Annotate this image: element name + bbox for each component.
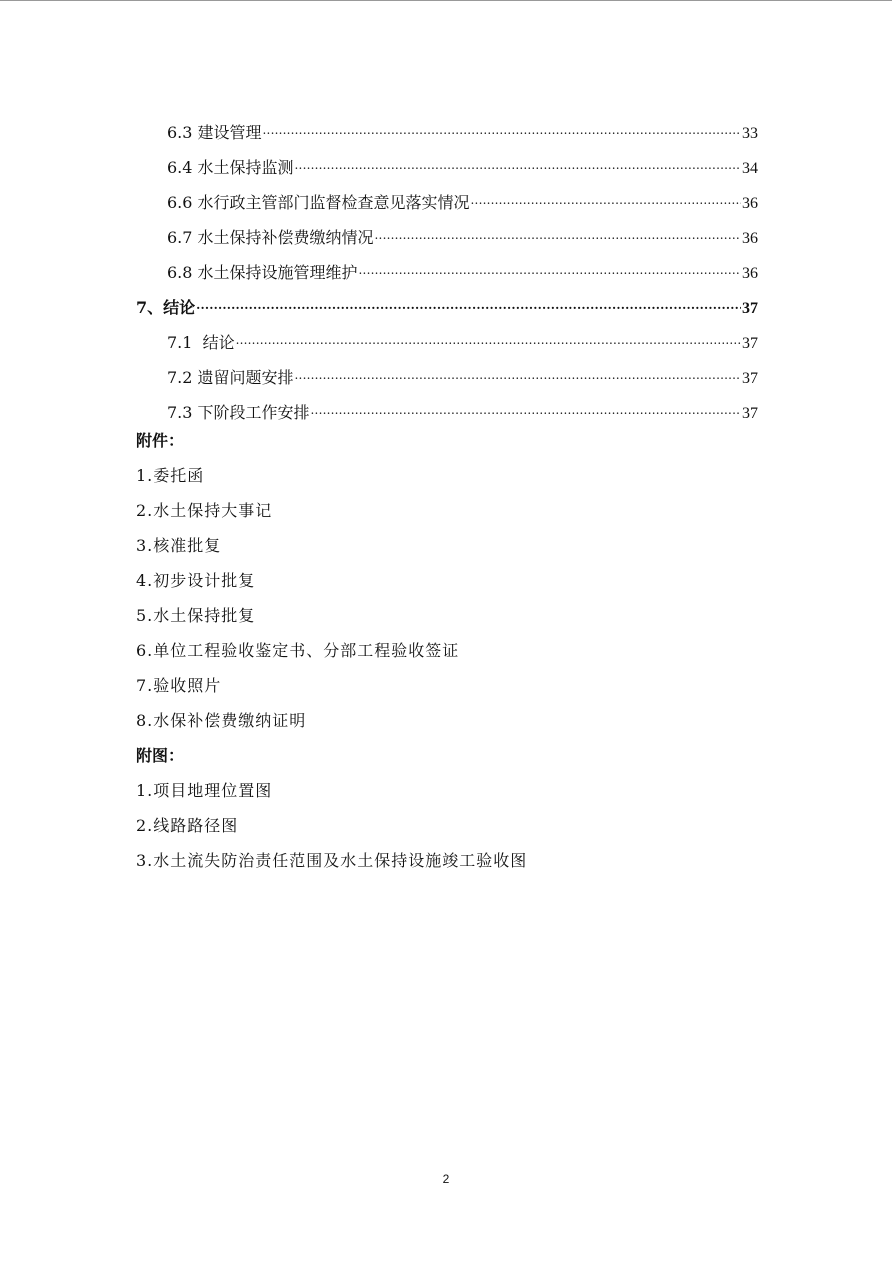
toc-dot-leader <box>236 324 741 348</box>
attachment-item: 7.验收照片 <box>136 676 222 695</box>
attachments-heading: 附件： <box>136 431 185 450</box>
toc-entry-title: 6.6 水行政主管部门监督检查意见落实情况 <box>167 193 470 212</box>
figure-item: 3.水土流失防治责任范围及水土保持设施竣工验收图 <box>136 851 528 870</box>
toc-entry-title: 7.3 下阶段工作安排 <box>167 403 310 422</box>
toc-entry-title: 7.1 结论 <box>167 333 235 352</box>
attachment-item: 6.单位工程验收鉴定书、分部工程验收签证 <box>136 641 460 660</box>
attachment-item: 1.委托函 <box>136 466 205 485</box>
toc-entry[interactable] <box>167 394 758 422</box>
toc-entry[interactable] <box>167 219 758 247</box>
toc-dot-leader <box>196 289 741 313</box>
toc-entry-title: 6.4 水土保持监测 <box>167 158 294 177</box>
toc-dot-leader <box>311 394 741 418</box>
figures-heading: 附图： <box>136 746 185 765</box>
toc-dot-leader <box>375 219 741 243</box>
toc-entry-page: 36 <box>742 265 758 282</box>
toc-dot-leader <box>359 254 741 278</box>
toc-entry-page: 34 <box>742 160 758 177</box>
toc-dot-leader <box>295 359 741 383</box>
figure-item: 1.项目地理位置图 <box>136 781 273 800</box>
toc-entry-page: 36 <box>742 230 758 247</box>
toc-entry[interactable] <box>167 324 758 352</box>
toc-entry-title: 6.7 水土保持补偿费缴纳情况 <box>167 228 374 247</box>
toc-entry[interactable] <box>167 359 758 387</box>
toc-entry-title: 6.8 水土保持设施管理维护 <box>167 263 358 282</box>
toc-entry-title: 6.3 建设管理 <box>167 123 262 142</box>
page-top-border <box>0 0 892 1</box>
attachment-item: 5.水土保持批复 <box>136 606 256 625</box>
toc-entry[interactable] <box>167 254 758 282</box>
attachment-item: 4.初步设计批复 <box>136 571 256 590</box>
toc-entry-title: 7.2 遗留问题安排 <box>167 368 294 387</box>
toc-entry-title: 7、结论 <box>136 298 196 317</box>
page-number: 2 <box>442 1172 450 1186</box>
toc-entry-page: 37 <box>742 335 758 352</box>
toc-entry[interactable] <box>167 149 758 177</box>
attachment-item: 3.核准批复 <box>136 536 222 555</box>
toc-dot-leader <box>295 149 741 173</box>
toc-entry-page: 36 <box>742 195 758 212</box>
toc-entry[interactable] <box>167 184 758 212</box>
toc-chapter-entry[interactable] <box>136 289 758 317</box>
toc-dot-leader <box>471 184 741 208</box>
attachment-item: 8.水保补偿费缴纳证明 <box>136 711 307 730</box>
toc-entry[interactable] <box>167 114 758 142</box>
figure-item: 2.线路路径图 <box>136 816 239 835</box>
toc-entry-page: 37 <box>742 370 758 387</box>
toc-entry-page: 33 <box>742 125 758 142</box>
attachment-item: 2.水土保持大事记 <box>136 501 273 520</box>
toc-entry-page: 37 <box>742 405 758 422</box>
toc-entry-page: 37 <box>742 300 758 317</box>
toc-dot-leader <box>263 114 741 138</box>
